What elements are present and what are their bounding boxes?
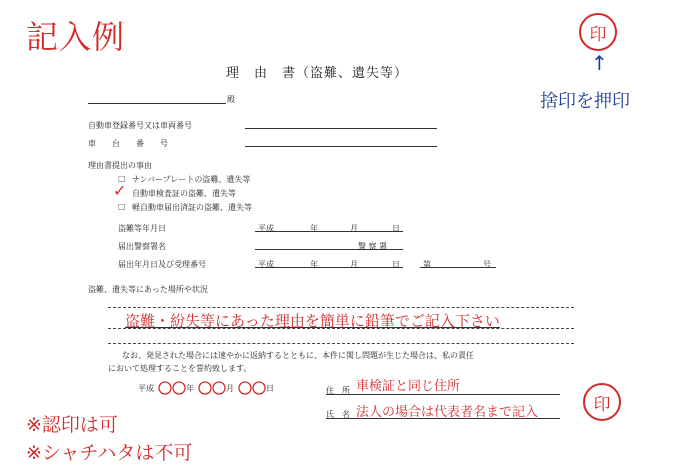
theft-date-year: 年 xyxy=(310,224,318,233)
option-checkbox-icon[interactable]: □ xyxy=(118,202,126,211)
addressee-line xyxy=(88,103,226,104)
address-label: 住 所 xyxy=(326,386,350,395)
name-label: 氏 名 xyxy=(326,410,350,419)
theft-date-era: 平成 xyxy=(258,224,274,233)
dotted-line xyxy=(108,343,574,344)
note-allowed-seal: ※認印は可 xyxy=(26,414,118,436)
option-label-checked: 自動車検査証の盗難、遺失等 xyxy=(132,189,236,198)
theft-date-line xyxy=(255,231,403,232)
report-date-month: 月 xyxy=(350,260,358,269)
dotted-line xyxy=(108,307,574,308)
note-shachihata-not-allowed: ※シャチハタは不可 xyxy=(26,442,193,464)
address-line xyxy=(326,394,560,395)
sign-date-circles xyxy=(158,380,276,396)
police-station-label: 届出警察署名 xyxy=(118,242,166,251)
pledge-line-1: なお、発見された場合には速やかに返納するとともに、本件に関し問題が生じた場合は、私の責任 xyxy=(122,351,474,360)
circumstances-label: 盗難、遺失等にあった場所や状況 xyxy=(88,285,208,294)
report-date-label: 届出年月日及び受理番号 xyxy=(118,260,206,269)
police-station-suffix: 警 察 署 xyxy=(358,242,388,251)
chassis-label: 車 台 番 号 xyxy=(88,139,168,148)
option-checkbox-icon[interactable]: □ xyxy=(118,174,126,183)
arrow-up-icon: ↑ xyxy=(591,51,608,75)
circumstances-instruction: 盗難・紛失等にあった理由を簡単に鉛筆でご記入下さい xyxy=(125,312,500,330)
acceptance-dai: 第 xyxy=(423,260,431,269)
sign-date-era: 平成 xyxy=(138,384,154,393)
sign-date-year: 年 xyxy=(186,384,194,393)
name-seal-icon: 印 xyxy=(583,383,621,421)
report-date-era: 平成 xyxy=(258,260,274,269)
report-date-year: 年 xyxy=(310,260,318,269)
name-line xyxy=(326,418,560,419)
theft-date-month: 月 xyxy=(350,224,358,233)
name-value: 法人の場合は代表者名まで記入 xyxy=(356,405,539,420)
sign-date-month: 月 xyxy=(226,384,234,393)
acceptance-go: 号 xyxy=(483,260,491,269)
address-value: 車検証と同じ住所 xyxy=(356,379,461,394)
pledge-line-2: において処理することを誓約致します。 xyxy=(108,364,252,373)
theft-date-day: 日 xyxy=(392,224,400,233)
example-heading: 記入例 xyxy=(26,18,126,56)
stamp-seal-icon: 印 xyxy=(579,13,617,51)
reg-number-label: 自動車登録番号又は車両番号 xyxy=(88,121,192,130)
option-label: 軽自動車届出済証の盗難、遺失等 xyxy=(132,203,252,212)
reg-number-line xyxy=(245,128,437,129)
seal-note: 捨印を押印 xyxy=(540,91,630,112)
theft-date-label: 盗難等年月日 xyxy=(118,224,166,233)
form-title: 理 由 書（盗難、遺失等） xyxy=(226,66,409,81)
dotted-line xyxy=(108,328,574,329)
chassis-line xyxy=(245,146,437,147)
reason-heading: 理由書提出の事由 xyxy=(88,161,152,170)
option-label: ナンバープレートの盗難、遺失等 xyxy=(132,175,251,184)
addressee-suffix: 殿 xyxy=(227,95,235,104)
check-mark-icon[interactable]: ✓ xyxy=(113,181,127,200)
sign-date-day: 日 xyxy=(266,384,274,393)
report-date-day: 日 xyxy=(392,260,400,269)
report-date-line xyxy=(255,267,403,268)
